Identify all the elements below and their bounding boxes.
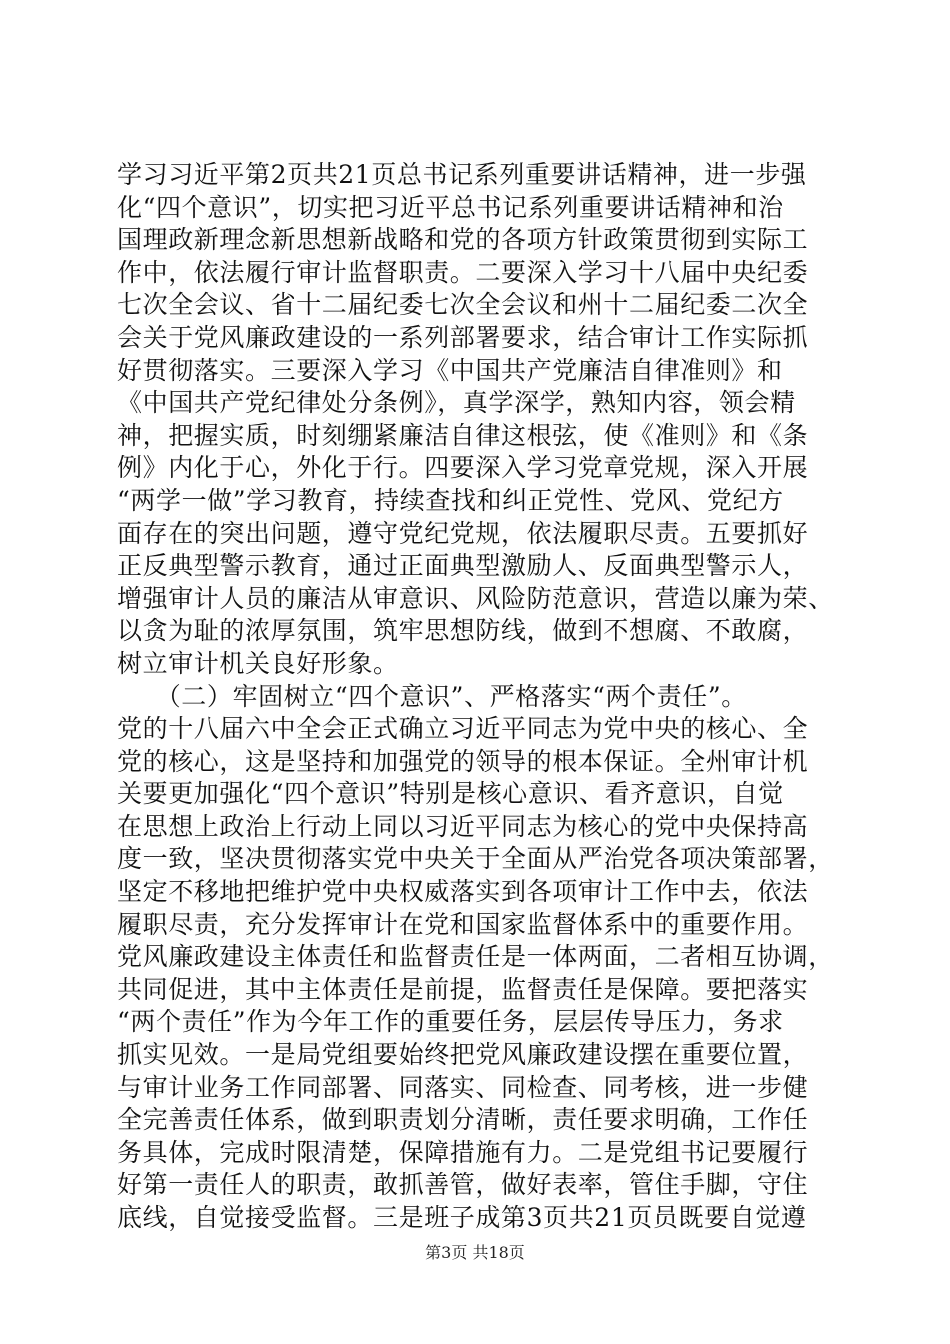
text-line: 关要更加强化“四个意识”特别是核心意识、看齐意识，自觉 xyxy=(117,779,784,809)
text-line: 以贪为耻的浓厚氛围，筑牢思想防线，做到不想腐、不敢腐， xyxy=(117,616,809,646)
text-line: 神，把握实质，时刻绷紧廉洁自律这根弦，使《准则》和《条 xyxy=(117,420,809,450)
text-line: 好第一责任人的职责，敢抓善管，做好表率，管住手脚，守住 xyxy=(117,1170,809,1200)
text-line: 共同促进，其中主体责任是前提，监督责任是保障。要把落实 xyxy=(117,974,809,1004)
text-line: 化“四个意识”，切实把习近平总书记系列重要讲话精神和治 xyxy=(117,192,784,222)
text-line: 度一致，坚决贯彻落实党中央关于全面从严治党各项决策部署， xyxy=(117,844,834,874)
text-line: 党风廉政建设主体责任和监督责任是一体两面，二者相互协调， xyxy=(117,942,834,972)
text-line: 树立审计机关良好形象。 xyxy=(117,648,399,678)
page-footer xyxy=(0,1243,950,1263)
text-line: 务具体，完成时限清楚，保障措施有力。二是党组书记要履行 xyxy=(117,1137,809,1167)
text-line: 坚定不移地把维护党中央权威落实到各项审计工作中去，依法 xyxy=(117,877,809,907)
text-line: 作中，依法履行审计监督职责。二要深入学习十八届中央纪委 xyxy=(117,257,809,287)
page-number: 第3页 共18页 xyxy=(425,1243,525,1262)
text-line: 会关于党风廉政建设的一系列部署要求，结合审计工作实际抓 xyxy=(117,322,809,352)
text-line: 增强审计人员的廉洁从审意识、风险防范意识，营造以廉为荣、 xyxy=(117,583,834,613)
text-line: 国理政新理念新思想新战略和党的各项方针政策贯彻到实际工 xyxy=(117,225,809,255)
text-line: 党的十八届六中全会正式确立习近平同志为党中央的核心、全 xyxy=(117,714,809,744)
body-text xyxy=(117,159,833,1235)
text-line: 面存在的突出问题，遵守党纪党规，依法履职尽责。五要抓好 xyxy=(117,518,809,548)
text-line: 好贯彻落实。三要深入学习《中国共产党廉洁自律准则》和 xyxy=(117,355,783,385)
text-line: 学习习近平第2页共21页总书记系列重要讲话精神，进一步强 xyxy=(117,160,807,189)
text-line: 抓实见效。一是局党组要始终把党风廉政建设摆在重要位置， xyxy=(117,1040,809,1070)
text-line: 党的核心，这是坚持和加强党的领导的根本保证。全州审计机 xyxy=(117,746,809,776)
text-line: “两学一做”学习教育，持续查找和纠正党性、党风、党纪方 xyxy=(117,485,784,515)
text-line: 与审计业务工作同部署、同落实、同检查、同考核，进一步健 xyxy=(117,1072,809,1102)
text-line: 例》内化于心，外化于行。四要深入学习党章党规，深入开展 xyxy=(117,453,809,483)
text-line: 底线，自觉接受监督。三是班子成第3页共21页员既要自觉遵 xyxy=(117,1203,807,1232)
text-line: 《中国共产党纪律处分条例》，真学深学，熟知内容，领会精 xyxy=(117,388,796,418)
text-line: 七次全会议、省十二届纪委七次全会议和州十二届纪委二次全 xyxy=(117,290,809,320)
text-line: 正反典型警示教育，通过正面典型激励人、反面典型警示人， xyxy=(117,551,809,581)
text-line: 履职尽责，充分发挥审计在党和国家监督体系中的重要作用。 xyxy=(117,909,809,939)
section-heading-line: （二）牢固树立“四个意识”、严格落实“两个责任”。 xyxy=(117,681,747,711)
text-line: “两个责任”作为今年工作的重要任务，层层传导压力，务求 xyxy=(117,1007,784,1037)
text-line: 全完善责任体系，做到职责划分清晰，责任要求明确，工作任 xyxy=(117,1105,809,1135)
text-line: 在思想上政治上行动上同以习近平同志为核心的党中央保持高 xyxy=(117,811,809,841)
